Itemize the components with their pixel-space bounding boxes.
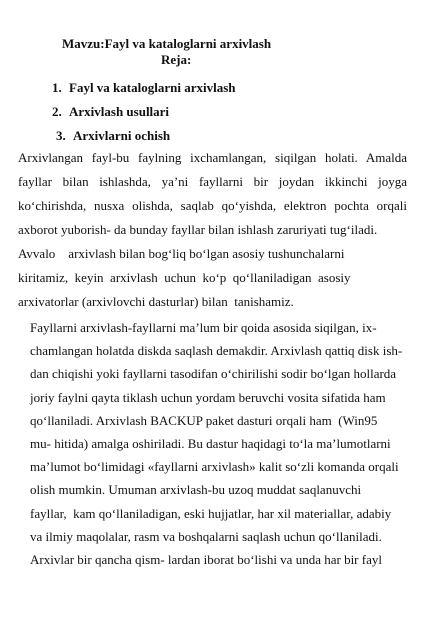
paragraph-line: fayllar, kam qo‘llaniladigan, eski hujjatlar, har xil materiallar, adabiy xyxy=(30,505,392,521)
paragraph-overview xyxy=(18,242,407,314)
paragraph-line: ma’lumot bo‘limidagi «fayllarni arxivlash» kalit so‘zli komanda orqali xyxy=(30,459,399,475)
plan-item xyxy=(56,128,170,144)
paragraph-line: mu- hitida) amalga oshiriladi. Bu dastur haqidagi to‘la ma’lumotlarni xyxy=(30,435,391,451)
plan-item-text: Fayl va kataloglarni arxivlash xyxy=(69,80,236,95)
paragraph-definition xyxy=(30,316,410,571)
plan-item-number: 3. xyxy=(56,128,66,143)
paragraph-line: chamlangan holatda diskda saqlash demakdir. Arxivlash qattiq disk ish- xyxy=(30,343,403,359)
paragraph-line: fayllar bilan ishlashda, ya’ni fayllarni bir joydan ikkinchi joyga xyxy=(18,174,407,189)
plan-item-number: 2. xyxy=(52,104,62,119)
paragraph-line: kiritamiz, keyin arxivlash uchun ko‘p qo‘llaniladigan asosiy xyxy=(18,270,351,285)
paragraph-line: Arxivlar bir qancha qism- lardan iborat bo‘lishi va unda har bir fayl xyxy=(30,551,382,567)
plan-heading: Reja: xyxy=(161,52,192,67)
paragraph-line: ko‘chirishda, nusxa olishda, saqlab qo‘yishda, elektron pochta orqali xyxy=(18,198,407,213)
paragraph-line: dan chiqishi yoki fayllarni tasodifan o‘chirilishi sodir bo‘lgan hollarda xyxy=(30,366,397,382)
paragraph-line: arxivatorlar (arxivlovchi dasturlar) bilan tanishamiz. xyxy=(18,294,294,309)
plan-item xyxy=(52,104,169,120)
paragraph-line: joriy faylni qayta tiklash uchun yordam beruvchi vosita sifatida ham xyxy=(30,389,386,405)
paragraph-intro xyxy=(18,146,407,242)
plan-item-text: Arxivlash usullari xyxy=(69,104,170,119)
paragraph-line: olish mumkin. Umuman arxivlash-bu uzoq muddat saqlanuvchi xyxy=(30,482,362,498)
paragraph-line: Avvalo arxivlash bilan bog‘liq bo‘lgan asosiy tushunchalarni xyxy=(18,246,345,261)
paragraph-line: Fayllarni arxivlash-fayllarni ma’lum bir qoida asosida siqilgan, ix- xyxy=(30,320,377,335)
paragraph-line: Arxivlangan fayl-bu faylning ixchamlangan, siqilgan holati. Amalda xyxy=(18,150,407,165)
document-title: Mavzu:Fayl va kataloglarni arxivlash xyxy=(62,36,272,51)
paragraph-line: axborot yuborish- da bunday fayllar bilan ishlash zaruriyati tug‘iladi. xyxy=(18,222,378,237)
plan-item xyxy=(52,80,235,96)
paragraph-line: qo‘llaniladi. Arxivlash BACKUP paket dasturi orqali ham (Win95 xyxy=(30,412,378,428)
paragraph-line: va ilmiy maqolalar, rasm va boshqalarni saqlash uchun qo‘llaniladi. xyxy=(30,528,382,544)
plan-item-number: 1. xyxy=(52,80,62,95)
plan-item-text: Arxivlarni ochish xyxy=(73,128,171,143)
